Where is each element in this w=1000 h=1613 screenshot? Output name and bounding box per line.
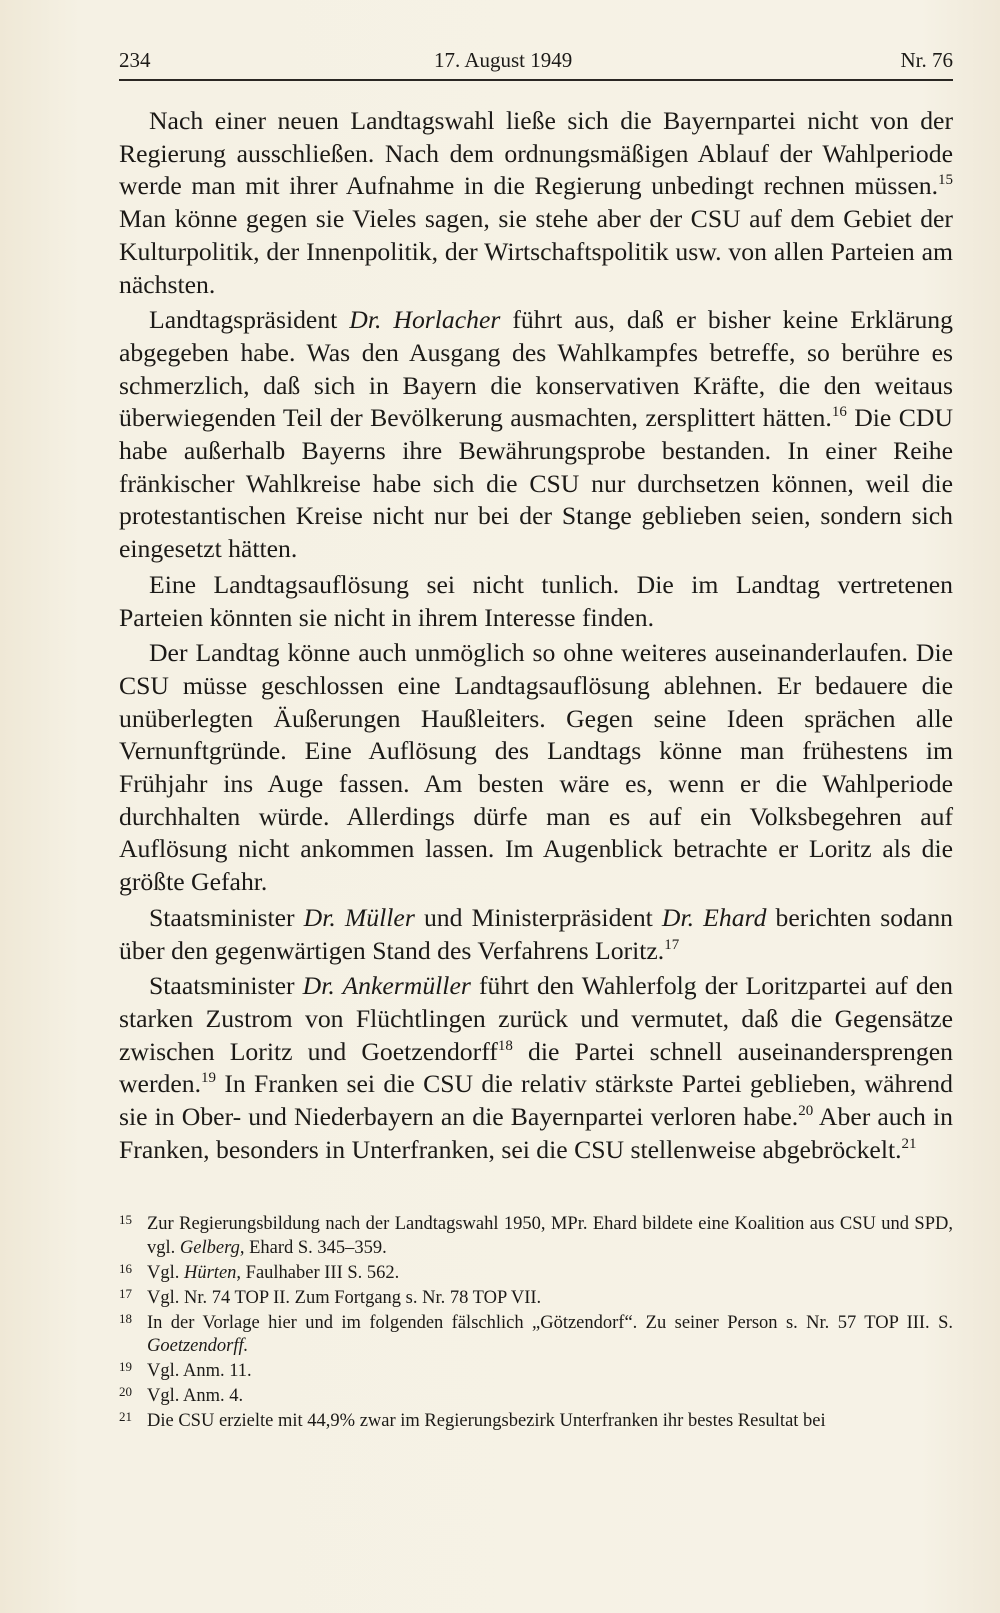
footnote-number: 20 (119, 1384, 132, 1399)
paragraph-text: Eine Landtagsauflösung sei nicht tunlich. Die im Landtag vertretenen Parteien könnten sie nicht in ihrem Interesse finden. (119, 569, 953, 632)
running-header (119, 45, 953, 81)
paragraph-text: Landtagspräsident (149, 305, 350, 335)
footnote-reference[interactable]: 20 (798, 1103, 814, 1120)
paragraph-text: Man könne gegen sie Vieles sagen, sie stehe aber der CSU auf dem Gebiet der Kulturpolitik, der Innenpolitik, der Wirtschaftspolitik usw. von allen Parteien am nächsten. (119, 204, 953, 299)
paragraph-text: Der Landtag könne auch unmöglich so ohne weiteres auseinanderlaufen. Die CSU müsse geschlossen eine Landtagsauflösung ablehnen. Er bedauere die unüberlegten Äußerungen Haußleiters. Gegen seine Ideen sprächen alle Vernunftgründe. Eine Auflösung des Landtags könne man frühestens im Frühjahr ins Auge fassen. Am besten wäre es, wenn er die Wahlperiode durchhalten würde. Allerdings dürfe man es auf ein Volksbegehren auf Auflösung nicht ankommen lassen. Im Augenblick betrachte er Loritz als die größte Gefahr. (119, 638, 953, 897)
footnote-number: 17 (119, 1285, 132, 1301)
footnote-reference[interactable]: 21 (901, 1135, 917, 1152)
paragraph (119, 637, 953, 899)
speaker-name: Dr. Horlacher (349, 305, 501, 335)
speaker-name: Dr. Ankermüller (302, 971, 471, 1001)
paragraph (119, 970, 953, 1166)
footnote-number: 15 (119, 1212, 132, 1227)
footnote-number: 19 (119, 1359, 132, 1374)
speaker-name: Dr. Müller (303, 902, 415, 932)
paragraph (119, 902, 953, 967)
paragraph-text: führt den Wahlerfolg der Loritzpartei auf den starken Zustrom von Flüchtlingen zurück und vermutet, daß die Gegensätze zwischen Loritz und Goetzendorff (119, 971, 954, 1066)
footnote-reference[interactable]: 19 (201, 1070, 217, 1087)
paragraph (119, 569, 953, 634)
footnote-reference[interactable]: 17 (664, 936, 680, 953)
footnote-reference[interactable]: 16 (831, 404, 847, 421)
paragraph (119, 304, 953, 566)
paragraph-text: Nach einer neuen Landtagswahl ließe sich die Bayernpartei nicht von der Regierung ausschließen. Nach dem ordnungsmäßigen Ablauf der Wahlperiode werde man mit ihrer Aufnahme in die Regierung unbedingt rechnen müssen. (119, 106, 953, 201)
footnote-number: 18 (119, 1310, 132, 1326)
footnote (119, 1262, 953, 1286)
paragraph-text: Aber auch in Franken, besonders in Unterfranken, sei die CSU stellenweise abgebröckelt. (119, 1102, 954, 1164)
footnote-number: 16 (119, 1260, 132, 1276)
footnote-reference[interactable]: 18 (497, 1037, 513, 1054)
footnote-citation: Hürten (184, 1262, 237, 1283)
footnote (119, 1213, 953, 1260)
footnote-text: In der Vorlage hier und im folgenden fälschlich „Götzendorf“. Zu seiner Person s. Nr. 57 TOP III. S. (147, 1312, 953, 1333)
footnote-text: , Faulhaber III S. 562. (236, 1262, 400, 1283)
paragraph-text: berichten sodann über den gegenwärtigen Stand des Verfahrens Loritz. (119, 902, 954, 965)
paragraph-text: Die CDU habe außerhalb Bayerns ihre Bewährungsprobe bestanden. In einer Reihe fränkischer Wahlkreise habe sich die CSU nur durchsetzen können, weil die protestantischen Kreise nicht nur bei der Stange geblieben seien, sondern sich eingesetzt hätten. (119, 403, 954, 564)
page-number: 234 (119, 48, 151, 72)
footnote-text: Vgl. Anm. 4. (147, 1386, 244, 1406)
footnote (119, 1385, 953, 1409)
footnote-text: Vgl. (147, 1262, 184, 1283)
main-text (119, 105, 953, 1170)
footnote-citation: Goetzendorff. (147, 1336, 249, 1356)
speaker-name: Dr. Ehard (661, 902, 767, 932)
paragraph-text: und Ministerpräsident (414, 902, 662, 932)
paragraph-text: Staatsminister (149, 902, 304, 932)
footnote-text: Zur Regierungsbildung nach der Landtagswahl 1950, MPr. Ehard bildete eine Koalition aus CSU und SPD, vgl. (147, 1214, 953, 1258)
footnote-text: Vgl. Anm. 11. (147, 1361, 252, 1381)
footnote-number: 21 (119, 1409, 132, 1424)
footnote (119, 1410, 953, 1434)
paragraph-text: Staatsminister (149, 971, 303, 1001)
footnote (119, 1287, 953, 1311)
document-number: Nr. 76 (900, 48, 953, 72)
footnote-citation: Gelberg (179, 1237, 240, 1258)
footnote-text: , Ehard S. 345–359. (239, 1237, 387, 1258)
paragraph-text: führt aus, daß er bisher keine Erklärung abgegeben habe. Was den Ausgang des Wahlkampfes betreffe, so berühre es schmerzlich, daß sich in Bayern die konservativen Kräfte, die den weitaus überwiegenden Teil der Bevölkerung ausmachten, zersplittert hätten. (119, 305, 953, 433)
footnote (119, 1360, 953, 1384)
paragraph-text: die Partei schnell auseinandersprengen werden. (119, 1036, 953, 1099)
paragraph-text: In Franken sei die CSU die relativ stärkste Partei geblieben, während sie in Ober- und Niederbayern an die Bayernpartei verloren habe. (119, 1069, 953, 1132)
footnote-text: Die CSU erzielte mit 44,9% zwar im Regierungsbezirk Unterfranken ihr bestes Resultat bei (147, 1411, 826, 1431)
footnote-reference[interactable]: 15 (938, 172, 953, 189)
header-date: 17. August 1949 (434, 48, 573, 72)
paragraph (119, 105, 953, 301)
footnote-text: Vgl. Nr. 74 TOP II. Zum Fortgang s. Nr. 78 TOP VII. (147, 1287, 542, 1308)
footnotes (119, 1213, 953, 1435)
footnote (119, 1312, 953, 1359)
